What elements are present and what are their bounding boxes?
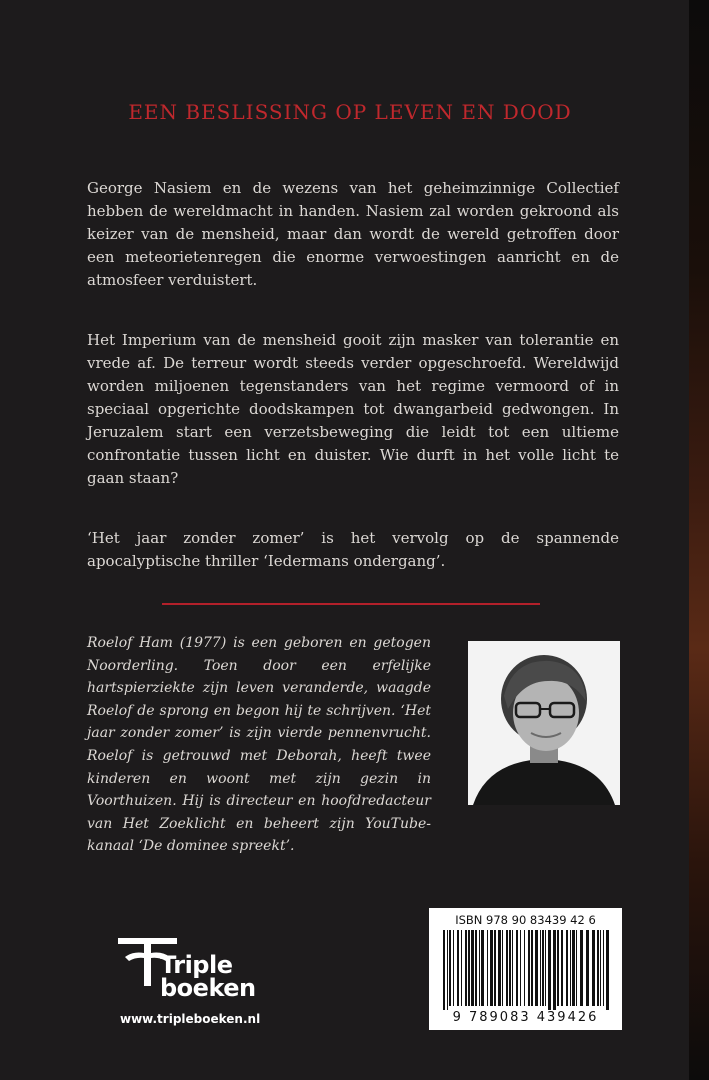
synopsis-paragraph-3: ‘Het jaar zonder zomer’ is het vervolg op de spannende apocalyptische thriller ‘Iedermans ondergang’. xyxy=(87,529,619,570)
isbn-barcode xyxy=(429,908,622,1030)
publisher-name-line-1: Triple xyxy=(160,951,233,979)
synopsis-paragraph-2: Het Imperium van de mensheid gooit zijn masker van tolerantie en vrede af. De terreur wordt steeds verder opgeschroefd. Wereldwijd worden miljoenen tegenstanders van het regime vermoord of in speciaal opgerichte doodskampen tot dwangarbeid gedwongen. In Jeruzalem start een verzetsbeweging die leidt tot een ultieme confrontatie tussen licht en duister. Wie durft in het volle licht te gaan staan? xyxy=(87,331,619,487)
synopsis-paragraph-1: George Nasiem en de wezens van het geheimzinnige Collectief hebben de wereldmacht in handen. Nasiem zal worden gekroond als keizer van de mensheid, maar dan wordt de wereld getroffen door een meteorietenregen die enorme verwoestingen aanricht en de atmosfeer verduistert. xyxy=(87,179,619,289)
publisher-website: www.tripleboeken.nl xyxy=(120,1012,261,1026)
publisher-name-line-2: boeken xyxy=(160,974,256,1002)
barcode-number: 9 789083 439426 xyxy=(452,1010,599,1025)
section-divider xyxy=(162,603,540,605)
publisher-name xyxy=(160,951,256,1002)
headline: EEN BESLISSING OP LEVEN EN DOOD xyxy=(128,100,572,124)
isbn-label: ISBN 978 90 83439 42 6 xyxy=(455,913,596,927)
author-bio: Roelof Ham (1977) is een geboren en getogen Noorderling. Toen door een erfelijke hartspierziekte zijn leven veranderde, waagde Roelof de sprong en begon hij te schrijven. ‘Het jaar zonder zomer’ is zijn vierde pennenvrucht. Roelof is getrouwd met Deborah, heeft twee kinderen en woont met zijn gezin in Voorthuizen. Hij is directeur en hoofdredacteur van Het Zoeklicht en beheert zijn YouTube-kanaal ‘De dominee spreekt’. xyxy=(87,635,431,855)
book-spine-edge xyxy=(689,0,709,1080)
author-photo xyxy=(468,641,620,805)
